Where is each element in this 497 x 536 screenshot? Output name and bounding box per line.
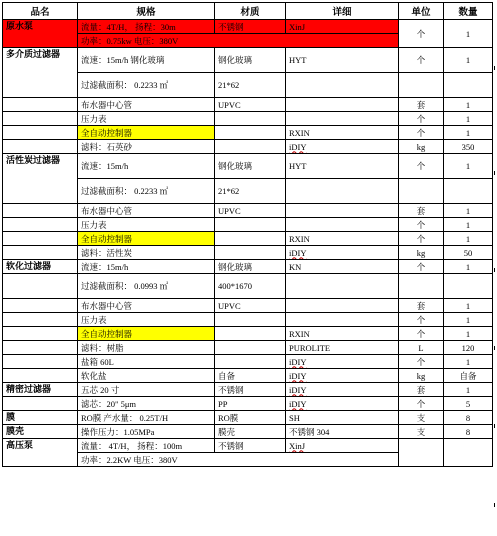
spec-cell: 盐箱 60L [78, 355, 215, 369]
unit-cell: 个 [399, 355, 444, 369]
table-row [3, 355, 493, 369]
detail-cell [286, 246, 399, 260]
qty-cell: 350 [444, 140, 493, 154]
material-cell [215, 112, 286, 126]
detail-cell: RXIN [286, 327, 399, 341]
item-name: 膜壳 [3, 425, 78, 439]
qty-cell: 8 [444, 425, 493, 439]
spec-cell: 流速：15m/h [78, 154, 215, 179]
table-row [3, 232, 493, 246]
detail-cell [286, 140, 399, 154]
material-cell [215, 218, 286, 232]
qty-cell: 1 [444, 218, 493, 232]
unit-cell: kg [399, 369, 444, 383]
material-cell: 21*62 [215, 73, 286, 98]
unit-cell: 个 [399, 397, 444, 411]
table-row [3, 204, 493, 218]
detail-text: iDIY [289, 398, 307, 409]
table-row [3, 98, 493, 112]
detail-cell [286, 112, 399, 126]
table-row [3, 274, 493, 299]
item-name: 软化过滤器 [3, 260, 78, 274]
table-row [3, 154, 493, 179]
qty-cell: 8 [444, 411, 493, 425]
detail-cell [286, 179, 399, 204]
unit-cell: 支 [399, 411, 444, 425]
qty-cell: 1 [444, 299, 493, 313]
item-name: 精密过滤器 [3, 383, 78, 397]
detail-text: iDIY [289, 356, 307, 367]
name-cell-empty [3, 369, 78, 383]
table-row [3, 48, 493, 73]
unit-cell: 支 [399, 425, 444, 439]
detail-cell [286, 73, 399, 98]
material-cell: UPVC [215, 299, 286, 313]
qty-cell: 50 [444, 246, 493, 260]
material-cell: 400*1670 [215, 274, 286, 299]
header-name: 品名 [3, 3, 78, 20]
qty-cell: 1 [444, 112, 493, 126]
table-row [3, 411, 493, 425]
material-cell [215, 313, 286, 327]
table-row [3, 327, 493, 341]
spec-cell: 滤芯：20" 5μm [78, 397, 215, 411]
material-cell: 21*62 [215, 179, 286, 204]
name-cell-empty [3, 341, 78, 355]
table-row [3, 299, 493, 313]
material-cell: 钢化玻璃 [215, 154, 286, 179]
unit-cell: L [399, 341, 444, 355]
detail-cell: HYT [286, 154, 399, 179]
detail-cell [286, 98, 399, 112]
spec-cell: 五芯 20 寸 [78, 383, 215, 397]
detail-text: iDIY [289, 370, 307, 381]
header-unit: 单位 [399, 3, 444, 20]
detail-cell: HYT [286, 48, 399, 73]
unit-cell: kg [399, 140, 444, 154]
detail-cell: 不锈钢 304 [286, 425, 399, 439]
qty-cell [444, 439, 493, 467]
qty-cell: 1 [444, 126, 493, 140]
spec-cell: 软化盐 [78, 369, 215, 383]
spec-cell: 布水器中心管 [78, 98, 215, 112]
name-cell-empty [3, 126, 78, 140]
spec-cell: 布水器中心管 [78, 204, 215, 218]
qty-cell: 1 [444, 98, 493, 112]
page-edge-mark [494, 346, 495, 350]
spec-cell: 流量：4T/H， 扬程：30m [78, 20, 215, 34]
header-spec: 规格 [78, 3, 215, 20]
table-row [3, 112, 493, 126]
material-cell: 不锈钢 [215, 383, 286, 397]
name-cell-empty [3, 204, 78, 218]
table-row [3, 140, 493, 154]
detail-cell [286, 383, 399, 397]
unit-cell: 套 [399, 299, 444, 313]
material-cell: 钢化玻璃 [215, 260, 286, 274]
spec-cell: 功率：2.2KW 电压：380V [78, 453, 399, 467]
material-cell: 不锈钢 [215, 20, 286, 34]
detail-cell: SH [286, 411, 399, 425]
material-cell: 膜壳 [215, 425, 286, 439]
material-cell: 自备 [215, 369, 286, 383]
detail-cell: RXIN [286, 126, 399, 140]
table-row [3, 126, 493, 140]
qty-cell: 1 [444, 260, 493, 274]
page-edge-mark [494, 268, 495, 272]
unit-cell: 个 [399, 327, 444, 341]
qty-cell: 1 [444, 154, 493, 179]
unit-cell: 个 [399, 218, 444, 232]
detail-cell [286, 369, 399, 383]
spec-cell: RO膜 产水量： 0.25T/H [78, 411, 215, 425]
material-cell [215, 232, 286, 246]
spec-cell: 压力表 [78, 313, 215, 327]
spec-cell: 布水器中心管 [78, 299, 215, 313]
table-row [3, 439, 493, 453]
material-cell: RO膜 [215, 411, 286, 425]
spec-cell: 过滤截面积： 0.2233 ㎡ [78, 179, 215, 204]
detail-cell: RXIN [286, 232, 399, 246]
name-cell-empty [3, 299, 78, 313]
qty-cell: 1 [444, 383, 493, 397]
spec-cell: 过滤截面积： 0.2233 ㎡ [78, 73, 215, 98]
item-name: 高压泵 [3, 439, 78, 467]
material-cell [215, 140, 286, 154]
detail-cell: XinJ [286, 20, 399, 34]
qty-cell: 1 [444, 355, 493, 369]
unit-cell [399, 179, 444, 204]
spec-cell: 流量： 4T/H， 扬程：100m [78, 439, 215, 453]
name-cell-empty [3, 274, 78, 299]
spec-cell: 全自动控制器 [78, 126, 215, 140]
detail-cell [286, 439, 399, 453]
item-name: 膜 [3, 411, 78, 425]
material-cell: UPVC [215, 204, 286, 218]
detail-cell [286, 355, 399, 369]
qty-cell [444, 274, 493, 299]
name-cell-empty [3, 327, 78, 341]
qty-cell: 1 [444, 232, 493, 246]
table-row [3, 313, 493, 327]
qty-cell: 1 [444, 20, 493, 48]
detail-cell [286, 313, 399, 327]
table-row [3, 383, 493, 397]
page-edge-mark [494, 424, 495, 428]
table-row [3, 218, 493, 232]
table-row [3, 369, 493, 383]
unit-cell: kg [399, 246, 444, 260]
qty-cell: 1 [444, 327, 493, 341]
qty-cell [444, 73, 493, 98]
spec-cell: 过滤截面积： 0.0993 ㎡ [78, 274, 215, 299]
name-cell-empty [3, 246, 78, 260]
unit-cell: 套 [399, 98, 444, 112]
unit-cell: 个 [399, 154, 444, 179]
page-edge-mark [494, 503, 495, 507]
unit-cell: 套 [399, 383, 444, 397]
unit-cell: 个 [399, 260, 444, 274]
spec-cell: 全自动控制器 [78, 232, 215, 246]
unit-cell: 套 [399, 204, 444, 218]
item-name: 活性炭过滤器 [3, 154, 78, 204]
material-cell: 钢化玻璃 [215, 48, 286, 73]
table-row [3, 425, 493, 439]
header-detail: 详细 [286, 3, 399, 20]
unit-cell [399, 274, 444, 299]
material-cell [215, 341, 286, 355]
detail-cell [286, 299, 399, 313]
unit-cell: 个 [399, 232, 444, 246]
detail-cell [286, 218, 399, 232]
name-cell-empty [3, 313, 78, 327]
unit-cell [399, 439, 444, 467]
spec-cell: 操作压力：1.05MPa [78, 425, 215, 439]
qty-cell: 120 [444, 341, 493, 355]
material-cell [215, 355, 286, 369]
table-row [3, 341, 493, 355]
qty-cell: 1 [444, 313, 493, 327]
unit-cell: 个 [399, 48, 444, 73]
name-cell-empty [3, 355, 78, 369]
item-name: 多介质过滤器 [3, 48, 78, 98]
material-cell [215, 126, 286, 140]
spec-cell: 压力表 [78, 218, 215, 232]
detail-text: iDIY [289, 141, 307, 152]
name-cell-empty [3, 218, 78, 232]
detail-cell [286, 397, 399, 411]
qty-cell: 1 [444, 48, 493, 73]
qty-cell [444, 179, 493, 204]
material-cell: PP [215, 397, 286, 411]
spec-cell: 流速：15m/h [78, 260, 215, 274]
name-cell-empty [3, 112, 78, 126]
unit-cell: 个 [399, 313, 444, 327]
material-cell [215, 327, 286, 341]
unit-cell: 个 [399, 112, 444, 126]
detail-cell: PUROLITE [286, 341, 399, 355]
qty-cell: 1 [444, 204, 493, 218]
detail-cell [286, 274, 399, 299]
name-cell-empty [3, 98, 78, 112]
spec-cell: 滤料：树脂 [78, 341, 215, 355]
spec-cell: 滤料：石英砂 [78, 140, 215, 154]
unit-cell: 个 [399, 20, 444, 48]
header-qty: 数量 [444, 3, 493, 20]
detail-cell [286, 204, 399, 218]
header-material: 材质 [215, 3, 286, 20]
unit-cell: 个 [399, 126, 444, 140]
unit-cell [399, 73, 444, 98]
item-name: 原水泵 [3, 20, 78, 48]
spec-cell: 流速：15m/h 钢化玻璃 [78, 48, 215, 73]
qty-cell: 自备 [444, 369, 493, 383]
header-row [3, 3, 493, 20]
spec-cell: 功率：0.75kw 电压：380V [78, 34, 399, 48]
material-cell: UPVC [215, 98, 286, 112]
spec-cell: 全自动控制器 [78, 327, 215, 341]
name-cell-empty [3, 232, 78, 246]
spec-cell: 滤料：活性炭 [78, 246, 215, 260]
page-edge-mark [494, 171, 495, 175]
spec-cell: 压力表 [78, 112, 215, 126]
name-cell-empty [3, 397, 78, 411]
table-row [3, 260, 493, 274]
detail-text: XinJ [289, 440, 306, 451]
material-cell: 不锈钢 [215, 439, 286, 453]
detail-text: iDIY [289, 384, 307, 395]
name-cell-empty [3, 140, 78, 154]
detail-text: iDIY [289, 247, 307, 258]
table-row [3, 20, 493, 34]
detail-cell: KN [286, 260, 399, 274]
material-cell [215, 246, 286, 260]
table-row [3, 397, 493, 411]
equipment-table [2, 2, 493, 467]
table-row [3, 246, 493, 260]
page-edge-mark [494, 66, 495, 70]
qty-cell: 5 [444, 397, 493, 411]
